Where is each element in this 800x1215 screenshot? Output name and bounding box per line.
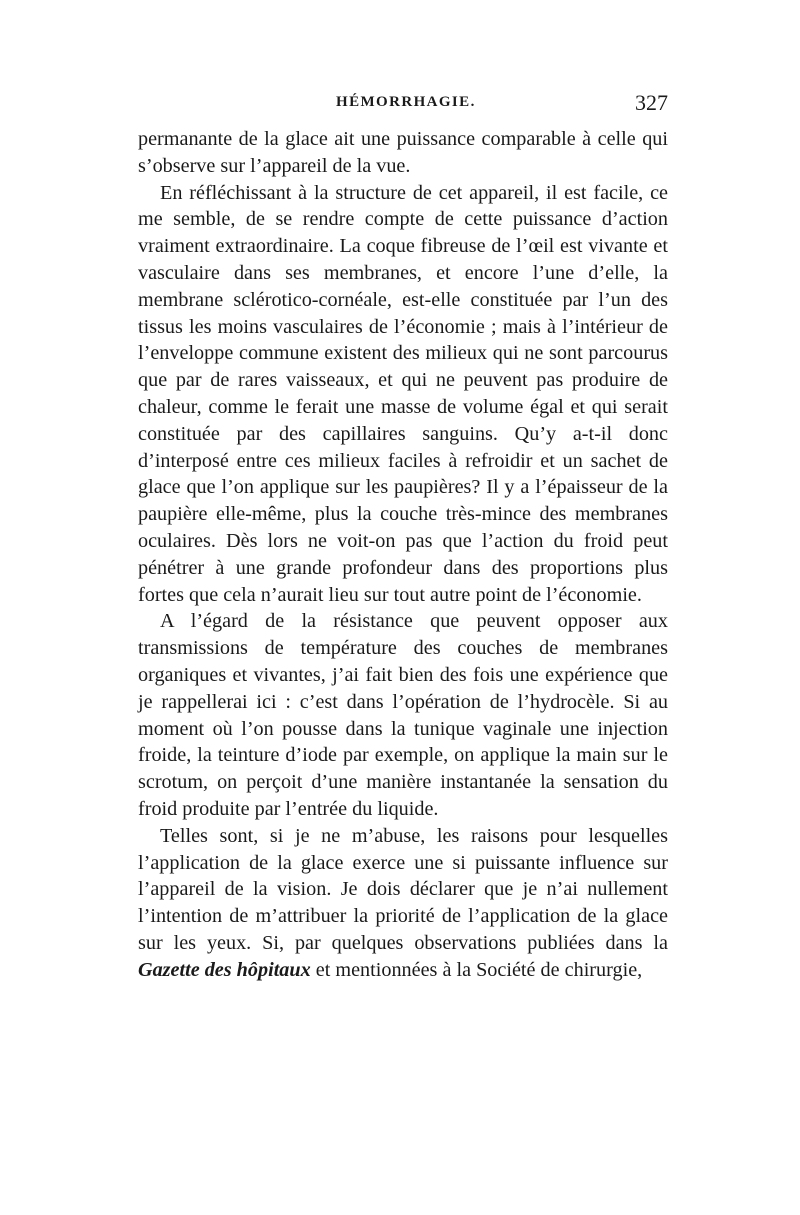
page-body xyxy=(138,126,668,984)
journal-title: Gazette des hôpitaux xyxy=(138,958,311,981)
page-header xyxy=(138,90,668,124)
paragraph-1: permanante de la glace ait une puissance comparable à celle qui s’observe sur l’appareil de la vue. xyxy=(138,128,668,177)
running-title: HÉMORRHAGIE. xyxy=(336,94,476,110)
paragraph-4-text-after: et mentionnées à la Société de chirurgie, xyxy=(310,958,643,981)
paragraph-2: En réfléchissant à la structure de cet appareil, il est facile, ce me semble, de se rendre compte de cette puissance d’action vraiment extraordinaire. La coque fibreuse de l’œil est vivante et vasculaire dans ses membranes, et encore l’une d’elle, la membrane sclérotico-cornéale, est-elle constituée par l’un des tissus les moins vasculaires de l’économie ; mais à l’intérieur de l’enveloppe commune existent des milieux qui ne sont parcourus que par de rares vaisseaux, et qui ne peuvent pas produire de chaleur, comme le ferait une masse de volume égal et qui serait constituée par des capillaires sanguins. Qu’y a-t-il donc d’interposé entre ces milieux faciles à refroidir et un sachet de glace que l’on applique sur les paupières? Il y a l’épaisseur de la paupière elle-même, plus la couche très-mince des membranes oculaires. Dès lors ne voit-on pas que l’action du froid peut pénétrer à une grande profondeur dans des proportions plus fortes que cela n’aurait lieu sur tout autre point de l’économie. xyxy=(138,181,668,606)
paragraph-4-text-before: Telles sont, si je ne m’abuse, les raisons pour lesquelles l’application de la glace exerce une si puissante influence sur l’appareil de la vision. Je dois déclarer que je n’ai nullement l’intention de m’attribuer la priorité de l’application de la glace sur les yeux. Si, par quelques observations publiées dans la xyxy=(138,824,668,954)
paragraph-3: A l’égard de la résistance que peuvent opposer aux transmissions de température des couches de membranes organiques et vivantes, j’ai fait bien des fois une expérience que je rappellerai ici : c’est dans l’opération de l’hydrocèle. Si au moment où l’on pousse dans la tunique vaginale une injection froide, la teinture d’iode par exemple, on applique la main sur le scrotum, on perçoit d’une manière instantanée la sensation du froid produite par l’entrée du liquide. xyxy=(138,610,668,820)
paragraph-4 xyxy=(138,823,668,984)
page-number: 327 xyxy=(635,90,668,115)
